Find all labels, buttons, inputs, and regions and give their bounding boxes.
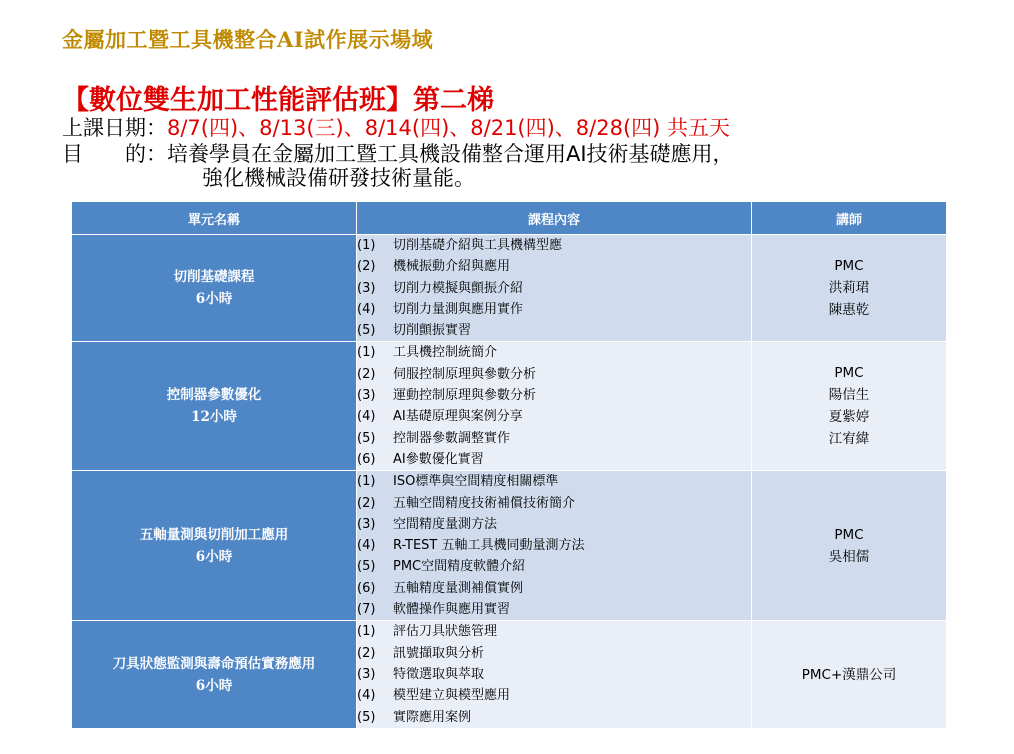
unit-hours: 6小時: [195, 548, 233, 565]
unit-cell: [72, 621, 357, 728]
instructor-name: PMC: [834, 526, 864, 543]
course-purpose: [62, 142, 734, 166]
unit-cell: [72, 342, 357, 471]
list-item: [357, 342, 751, 363]
list-item: [357, 364, 751, 385]
unit-name: 刀具狀態監測與壽命預估實務應用: [112, 655, 316, 672]
item-number: (1): [357, 345, 376, 361]
item-text: 切削基礎介紹與工具機構型應: [393, 238, 563, 253]
instructor-name: 陽信生: [828, 387, 870, 404]
list-item: [357, 578, 751, 599]
item-text: PMC空間精度軟體介紹: [393, 559, 526, 575]
list-item: [357, 643, 751, 664]
list-item: [357, 514, 751, 535]
course-table-body: [72, 235, 947, 729]
list-item: [357, 621, 751, 642]
course-table: [71, 201, 947, 729]
header-unit-name: 單元名稱: [72, 202, 357, 235]
unit-cell: [72, 235, 357, 342]
class-title: 【數位雙生加工性能評估班】第二梯: [62, 85, 494, 116]
item-number: (4): [357, 301, 376, 317]
item-number: (1): [357, 624, 376, 640]
item-text: 切削顫振實習: [393, 323, 472, 339]
table-row: [72, 342, 947, 471]
course-dates: [62, 116, 730, 140]
item-text: ISO標準與空間精度相關標準: [393, 474, 559, 490]
item-text: 切削力量測與應用實作: [393, 301, 524, 317]
list-item: [357, 493, 751, 514]
item-text: R-TEST 五軸工具機同動量測方法: [393, 538, 585, 554]
instructor-cell: [752, 621, 947, 728]
list-item: [357, 535, 751, 556]
list-item: [357, 664, 751, 685]
item-number: (6): [357, 451, 376, 467]
item-text: 特徵選取與萃取: [393, 666, 485, 682]
item-text: 伺服控制原理與參數分析: [393, 366, 537, 382]
unit-cell: [72, 471, 357, 621]
item-number: (3): [357, 516, 376, 532]
unit-name: 切削基礎課程: [173, 269, 255, 286]
instructor-cell: [752, 235, 947, 342]
item-number: (4): [357, 409, 376, 425]
item-number: (7): [357, 602, 376, 618]
unit-hours: 12小時: [191, 409, 237, 426]
item-number: (1): [357, 474, 376, 490]
list-item: [357, 599, 751, 620]
unit-hours: 6小時: [195, 291, 233, 308]
header-instructor: 講師: [752, 202, 947, 235]
item-number: (2): [357, 645, 376, 661]
item-number: (2): [357, 495, 376, 511]
item-number: (4): [357, 538, 376, 554]
item-number: (1): [357, 238, 376, 253]
list-item: [357, 707, 751, 728]
item-text: 評估刀具狀態管理: [393, 624, 498, 640]
instructor-name: 江宥緯: [828, 431, 870, 448]
unit-hours: 6小時: [195, 677, 233, 694]
table-header-row: [72, 202, 947, 235]
list-item: [357, 385, 751, 406]
purpose-line-1: 培養學員在金屬加工暨工具機設備整合運用AI技術基礎應用，: [167, 142, 734, 166]
item-number: (3): [357, 388, 376, 404]
item-text: 實際應用案例: [393, 709, 472, 725]
item-number: (5): [357, 430, 376, 446]
instructor-cell: [752, 342, 947, 471]
content-cell: [357, 471, 752, 621]
item-text: AI參數優化實習: [393, 451, 484, 467]
item-text: 機械振動介紹與應用: [393, 259, 511, 275]
item-number: (3): [357, 280, 376, 296]
instructor-name: PMC: [834, 365, 864, 382]
item-number: (4): [357, 688, 376, 704]
item-text: 運動控制原理與參數分析: [393, 388, 537, 404]
item-text: 切削力模擬與顫振介紹: [393, 280, 524, 296]
item-text: 控制器參數調整實作: [393, 430, 511, 446]
item-text: 軟體操作與應用實習: [393, 602, 511, 618]
item-number: (5): [357, 709, 376, 725]
item-text: AI基礎原理與案例分享: [393, 409, 523, 425]
item-number: (5): [357, 323, 376, 339]
date-label: 上課日期：: [62, 116, 167, 140]
date-value: 8/7(四)、8/13(三)、8/14(四)、8/21(四)、8/28(四) 共五天: [167, 116, 731, 140]
item-text: 訊號擷取與分析: [393, 645, 485, 661]
instructor-name: PMC+漢鼎公司: [801, 666, 897, 683]
content-cell: [357, 342, 752, 471]
venue-title: 金屬加工暨工具機整合AI試作展示場域: [62, 27, 434, 52]
item-text: 工具機控制統簡介: [393, 345, 498, 361]
item-number: (2): [357, 366, 376, 382]
list-item: [357, 556, 751, 577]
list-item: [357, 471, 751, 492]
purpose-line-2: 強化機械設備研發技術量能。: [202, 166, 475, 190]
item-text: 五軸精度量測補償實例: [393, 580, 524, 596]
instructor-name: 夏紫婷: [828, 409, 870, 426]
list-item: [357, 256, 751, 277]
item-text: 模型建立與模型應用: [393, 688, 511, 704]
list-item: [357, 299, 751, 320]
instructor-name: 吳相儒: [828, 548, 870, 565]
content-cell: [357, 621, 752, 728]
instructor-cell: [752, 471, 947, 621]
item-text: 空間精度量測方法: [393, 516, 498, 532]
list-item: [357, 406, 751, 427]
item-text: 五軸空間精度技術補償技術簡介: [393, 495, 576, 511]
unit-name: 五軸量測與切削加工應用: [139, 526, 289, 543]
unit-name: 控制器參數優化: [166, 387, 262, 404]
purpose-label: 目 的：: [62, 142, 167, 166]
list-item: [357, 235, 751, 256]
table-row: [72, 621, 947, 728]
header-course-content: 課程內容: [357, 202, 752, 235]
item-number: (5): [357, 559, 376, 575]
list-item: [357, 320, 751, 341]
item-number: (3): [357, 666, 376, 682]
list-item: [357, 278, 751, 299]
item-number: (6): [357, 580, 376, 596]
instructor-name: 陳惠乾: [828, 302, 870, 319]
table-row: [72, 235, 947, 342]
list-item: [357, 449, 751, 470]
list-item: [357, 428, 751, 449]
table-row: [72, 471, 947, 621]
instructor-name: PMC: [834, 258, 864, 275]
instructor-name: 洪莉珺: [828, 280, 870, 297]
item-number: (2): [357, 259, 376, 275]
content-cell: [357, 235, 752, 342]
list-item: [357, 685, 751, 706]
